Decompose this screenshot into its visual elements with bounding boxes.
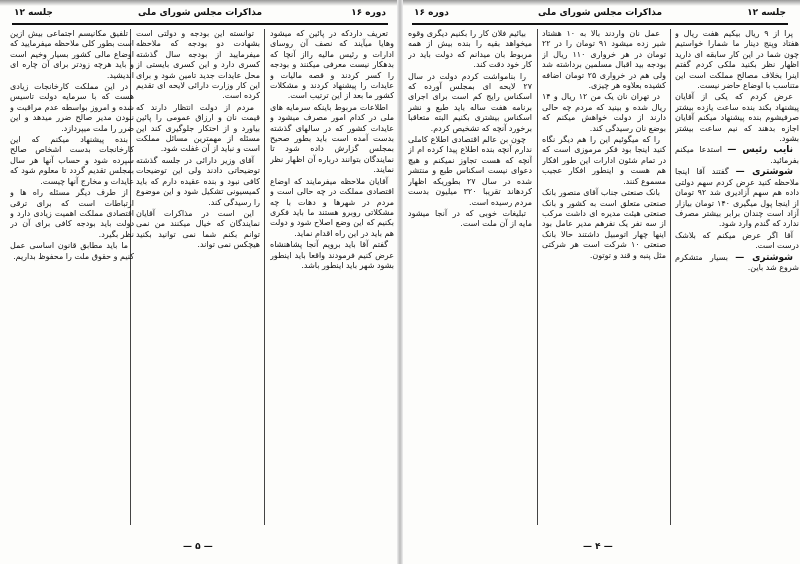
paragraph: مردم از دولت انتظار دارند که قیمت نان و ارزاق عمومی را پائین بیاورد و از احتکار جلوگیری کند این مسئله از مهمترین مسائل مملکت است و نباید از آن غفلت شود. [136, 102, 260, 154]
header-session: جلسه ۱۲ [747, 8, 786, 18]
paragraph: در این مملکت کارخانجات زیادی هست که با سرمایه دولت تاسیس شده و امروز بواسطه عدم مراقبت و نبودن مدیر صالح ضرر میدهد و این ضرر را ملت میپردازد. [10, 82, 134, 133]
header-title: مذاکرات مجلس شورای ملی [137, 8, 263, 18]
paragraph: را بنامواشت کردم دولت در سال ۲۷ لایحه ای بمجلس آورده که اسکناس رایج کم است برای اجرای برنامه هفت ساله باید طبع و نشر اسکناس بیشتری بکنیم البته متعاقبا برخورد آنچه که تشخیص کردم. [408, 71, 532, 133]
paragraph: پرا از ۹ ریال بیکیم هفت ریال و هفتاد وپنج دینار ما شمارا خواستیم چون شما در این کار سابقه ای دارید اظهار نظر بکنید ملکی کردم گفتم اینرا بخلاف مصالح مملکت است این متناسب با اوضاع حاضر نیست. [675, 29, 799, 91]
column-2 [136, 29, 260, 525]
paragraph: عرض کردم که یکی از آقایان پیشنهاد بکند بنده ساعت یازده بیشتر صرفیشوم بنده پیشنهاد میکنم آقایان اجازه بدهند که نیم ساعت بیشتر بشود. [675, 92, 799, 144]
paragraph: بنده پیشنهاد میکنم که این کارخانجات بدست اشخاص صالح سپرده شود و حساب آنها هر سال بمجلس تقدیم گردد تا معلوم شود که عایدات و مخارج آنها چیست. [10, 135, 134, 186]
paragraph: آقا اگر عرض میکنم که بلاشک درست است. [675, 230, 799, 251]
paragraph: چون بن عالم اقتصادی اطلاع کاملی ندارم آنچه بنده اطلاع پیدا کرده ام از آنچه که هست تجاوز نمیکنم و هیچ دعوای نیست اسکناس طبع و منتشر شده در سال ۲۷ بطوریکه اظهار کردهاند تقریبا ۳۲۰ میلیون بدست مردم رسیده است. [408, 135, 532, 207]
column-divider [537, 29, 538, 525]
paragraph: را که میگوئیم این را هم دیگر نگاه کنید اینجا بود فکر مرموزی است که در تمام شئون ادارات این طور افکار هم هست و اینطور افکار عجیب مسموع کنند. [542, 135, 666, 186]
header-rule [12, 23, 388, 25]
paragraph: تلفیق مکانیسم اجتماعی بیش ازین است بطور کلی ملاحظه میفرمایید که اوضاع مالی کشور بسیار وخیم است و باید هرچه زودتر برای آن چاره ای اندیشید. [10, 29, 134, 80]
header-title: مذاکرات مجلس شورای ملی [537, 8, 663, 18]
column-3 [408, 29, 532, 525]
column-divider [264, 29, 265, 525]
column-3 [10, 29, 134, 525]
column-divider [670, 29, 671, 525]
speaker-name: شوشتری — [735, 252, 793, 263]
page-number: — ۴ — [583, 542, 613, 552]
page-gutter [397, 0, 403, 564]
column-1 [270, 29, 394, 525]
paragraph: عمل نان واردند بالا به ۱۰ هشتاد شیر زده میشود ۹۱ تومان را در ۲۲ تومان در هر خرواری ۱۱۰ ریال از بودجه بید اقبال مسلمین برداشته شد ولی هم در خرواری ۲۵ تومان اضافه کشیده بعلاوه هر چیزی. [542, 29, 666, 91]
paragraph: در تهران نان یک من ۱۲ ریال و ۱۴ ریال شده و بینید که مردم چه حالی دارند از دولت خواهش میکنم که بوضع نان رسیدگی کند. [542, 92, 666, 133]
paragraph: از طرف دیگر مسئله راه ها و ارتباطات است که برای ترقی اقتصادی مملکت اهمیت زیادی دارد و دولت باید بودجه کافی برای آن در نظر بگیرد. [10, 188, 134, 239]
header-term: دوره ۱۶ [351, 8, 386, 18]
paragraph: بانک صنعتی جناب آقای منصور بانک صنعتی متعلق است به کشور و بانک صنعتی هیئت مدیره ای داشت مرکب از سه نفر یک نفرهم مدیر عامل بود اینها چهار اتومبیل داشتند حالا بانک صنعتی ۱۰ شرکت است هر شرکتی مثل پنبه و قند و توتون. [542, 188, 666, 260]
scan-edge-shadow [400, 0, 800, 6]
paragraph: اطلاعات مربوط باینکه سرمایه های ملی در کدام امور مصرف میشود و عایدات کشور که در سالهای گذشته بدست آمده است باید بطور صحیح بمجلس گزارش داده شود تا نمایندگان بتوانند درباره آن اظهار نظر نمایند. [270, 102, 394, 175]
paragraph: شوشتری — گفتند آقا اینجا ملاحظه کنید عرض کردم سهم دولتی داده هم سهم آزادیری شد ۹۲ تومان از اینجا پول میگیری ۱۴۰ تومان بیازار آزاد است چندان برابر بیشتر مصرف ندارد که گندم وارد شود. [675, 167, 799, 229]
speaker-name: نایب رئیس — [727, 145, 793, 156]
page-header [414, 8, 786, 22]
paragraph: این است در مذاکرات آقایان نمایندگان که خیال میکنند من نمی توانم بکنم شما نمی توانید بکنید هیچکس نمی تواند. [136, 208, 260, 250]
paragraph: ما باید مطابق قانون اساسی عمل کنیم و حقوق ملت را محفوظ بداریم. [10, 241, 134, 261]
paragraph: بیائیم فلان کار را بکنیم دیگری وقوه میخواهد بقیه را بنده بیش از همه مربوط بان میدانم که دولت باید در کار خود دقت کند. [408, 29, 532, 70]
paragraph: شوشتری — بسیار متشکرم شروع شد باین. [675, 252, 799, 272]
page-header [14, 8, 386, 22]
column-1 [675, 29, 799, 525]
paragraph: تبلیغات خوبی که در آنجا میشود مایه از آن ملت است. [408, 208, 532, 229]
scan-edge-shadow [0, 0, 400, 6]
page-number: — ۵ — [183, 542, 213, 552]
column-2 [542, 29, 666, 525]
paragraph: نایب رئیس — استدعا میکنم بفرمائید. [675, 145, 799, 165]
paragraph: آقای وزیر دارائی در جلسه گذشته توضیحاتی دادند ولی این توضیحات کافی نبود و بنده عقیده دارم که باید کمیسیونی تشکیل شود و این موضوع را رسیدگی کند. [136, 155, 260, 207]
paragraph: تعریف داردکه در پائین که میشود وهایا میآیند که نصف آن روسای ادارات و رئیس مالیه رااز آنچا که بدهکار نیست معرفی میکنند و بودجه را کسر کردند و قصه مالیات و عایدات را پیشنهاد کردند و مشکلات کشور ما بعد از این ترتیب است. [270, 29, 394, 101]
paragraph: گفتم آقا باید برویم آنجا پشاهنشاه عرض کنیم فرمودند واقعا باید اینطور بشود شهر باید اینطور باشد. [270, 240, 394, 270]
header-term: دوره ۱۶ [414, 8, 449, 18]
paragraph: توانسته این بودجه و دولتی است بشهادت دو بودجه که ملاحظه میفرمایید از بودجه سال گذشته کسری دارد و این کسری بایستی از محل عایدات جدید تامین شود و برای این کار وزارت دارائی لایحه ای تقدیم کرده است. [136, 29, 260, 101]
paragraph: آقایان ملاحظه میفرمایند که اوضاع اقتصادی مملکت در چه حالی است و مردم در شهرها و دهات با چه مشکلاتی روبرو هستند ما باید فکری بکنیم که این وضع اصلاح شود و دولت هم باید در این راه اقدام نماید. [270, 176, 394, 238]
right-page [400, 0, 800, 564]
header-session: جلسه ۱۲ [14, 8, 53, 18]
header-rule [412, 23, 788, 25]
speaker-name: شوشتری — [735, 167, 793, 178]
